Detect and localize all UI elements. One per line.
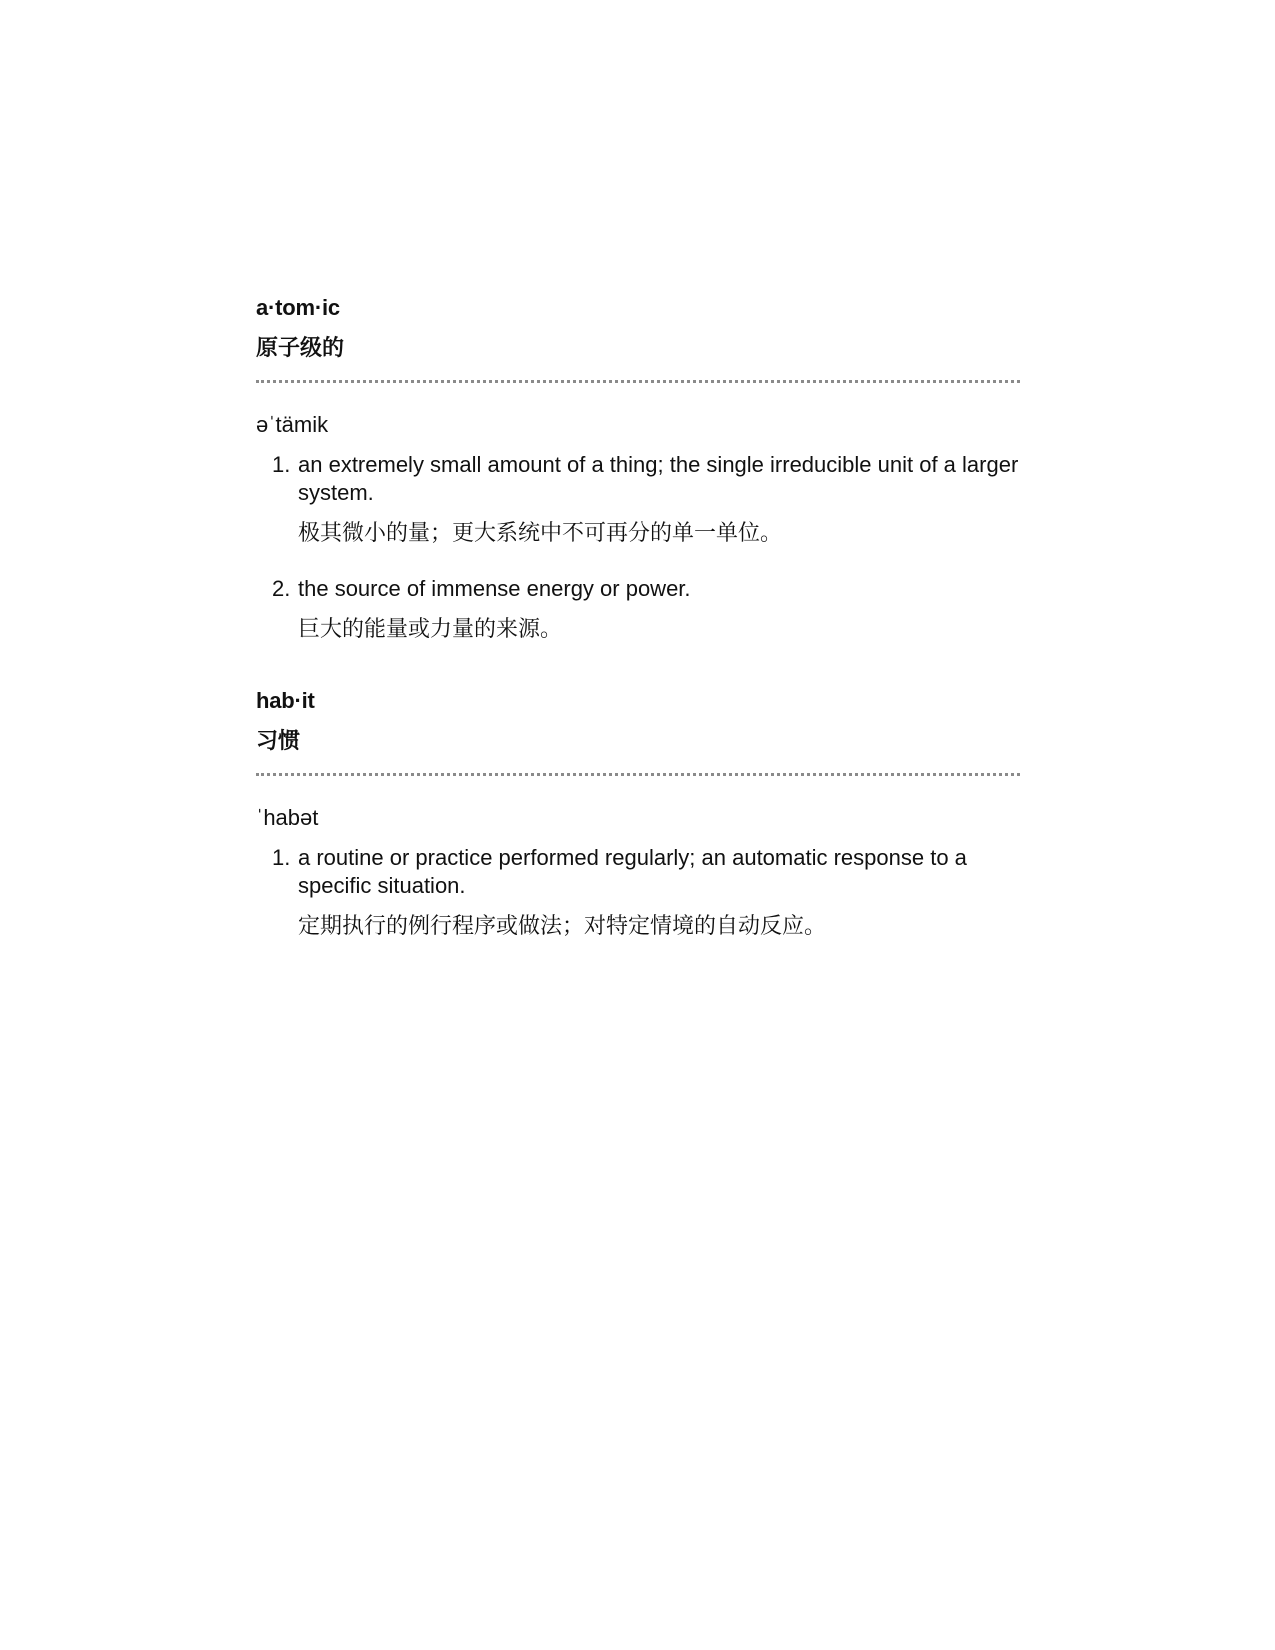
entry-pronunciation: əˈtämik	[256, 412, 329, 437]
sense-definition: an extremely small amount of a thing; the single irreducible unit of a larger system.	[298, 452, 1019, 505]
entry-translation: 习惯	[256, 728, 301, 753]
entry-pronunciation: ˈhabət	[256, 805, 319, 830]
sense-translation: 极其微小的量；更大系统中不可再分的单一单位。	[298, 520, 783, 545]
sense-definition: a routine or practice performed regularly; an automatic response to a specific situation.	[298, 845, 967, 898]
sense-item	[256, 844, 1020, 942]
sense-item	[256, 575, 1020, 645]
sense-translation: 巨大的能量或力量的来源。	[298, 616, 563, 641]
sense-number: 1.	[272, 452, 291, 477]
sense-item	[256, 451, 1020, 549]
dotted-divider	[256, 773, 1020, 776]
sense-translation: 定期执行的例行程序或做法；对特定情境的自动反应。	[298, 913, 827, 938]
entry-headword: a·tom·ic	[256, 295, 340, 320]
sense-number: 1.	[272, 845, 291, 870]
entry-translation: 原子级的	[256, 335, 345, 360]
dotted-divider	[256, 380, 1020, 383]
sense-list	[256, 451, 1020, 645]
sense-number: 2.	[272, 576, 291, 601]
sense-definition: the source of immense energy or power.	[298, 576, 691, 601]
dictionary-page	[256, 292, 1020, 942]
dictionary-entry-atomic	[256, 292, 1020, 645]
dictionary-entry-habit	[256, 685, 1020, 942]
sense-list	[256, 844, 1020, 942]
entry-headword: hab·it	[256, 688, 315, 713]
